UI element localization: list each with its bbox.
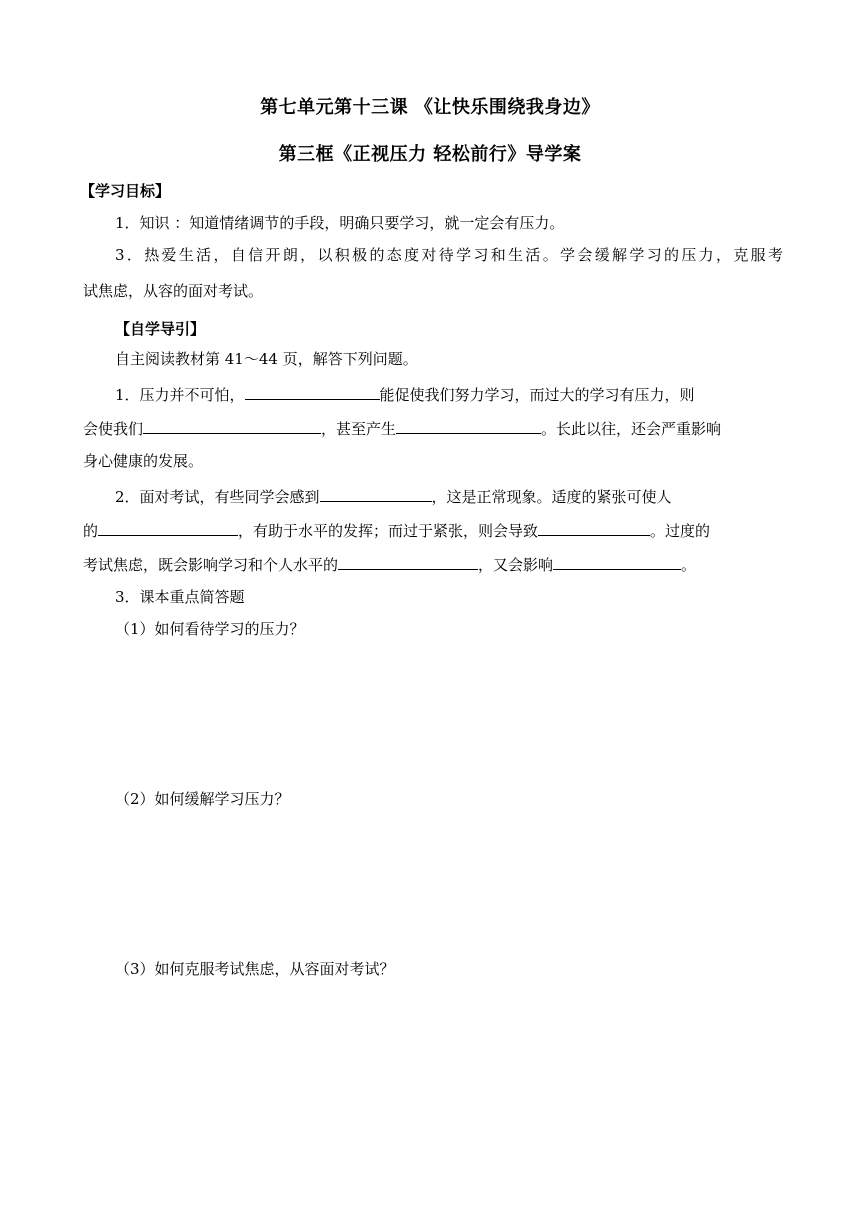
fill-blank[interactable] [98,518,238,536]
fill-blank[interactable] [143,416,321,434]
question-3: 3．课本重点简答题 [115,588,245,606]
lesson-subtitle: 第三框《正视压力 轻松前行》导学案 [278,144,582,165]
sub-question-2: （2）如何缓解学习压力？ [115,790,290,808]
question-1-line2 [83,416,783,440]
question-2-text-g: ，又会影响 [478,556,554,574]
question-2-text-e: 。过度的 [650,522,711,540]
question-1-text-d: ，甚至产生 [321,420,397,438]
question-2-line3 [83,552,783,576]
fill-blank[interactable] [538,518,650,536]
question-1-text-b: 能促使我们努力学习，而过大的学习有压力，则 [379,386,695,404]
fill-blank[interactable] [338,552,478,570]
question-2-text-c: 的 [83,522,99,540]
guide-heading: 【自学导引】 [115,320,206,338]
question-2-text-f: 考试焦虑，既会影响学习和个人水平的 [83,556,339,574]
question-2-text-a: 2．面对考试，有些同学会感到 [115,488,320,506]
sub-question-1: （1）如何看待学习的压力？ [115,620,305,638]
question-2-text-d: ，有助于水平的发挥；而过于紧张，则会导致 [238,522,539,540]
question-1-line3: 身心健康的发展。 [83,452,204,470]
objective-item-1: 1．知识 ：知道情绪调节的手段，明确只要学习，就一定会有压力。 [115,214,565,232]
question-2-line2 [83,518,783,542]
objective-item-3-line2: 试焦虑，从容的面对考试。 [83,282,264,300]
question-2-text-h: 。 [681,556,697,574]
fill-blank[interactable] [553,552,681,570]
fill-blank[interactable] [396,416,541,434]
question-1-line1 [115,382,815,406]
objective-item-3-line1: 3．热爱生活，自信开朗，以积极的态度对待学习和生活。学会缓解学习的压力，克服考 [115,246,783,264]
fill-blank[interactable] [245,382,380,400]
question-1-text-c: 会使我们 [83,420,144,438]
objectives-heading: 【学习目标】 [80,182,171,200]
question-2-text-b: ，这是正常现象。适度的紧张可使人 [431,488,672,506]
guide-intro: 自主阅读教材第 41～44 页，解答下列问题。 [115,350,418,368]
lesson-title: 第七单元第十三课 《让快乐围绕我身边》 [260,97,600,118]
sub-question-3: （3）如何克服考试焦虑，从容面对考试？ [115,960,395,978]
fill-blank[interactable] [320,484,432,502]
question-1-text-a: 1．压力并不可怕， [115,386,245,404]
question-2-line1 [115,484,815,508]
question-1-text-e: 。长此以往，还会严重影响 [541,420,722,438]
